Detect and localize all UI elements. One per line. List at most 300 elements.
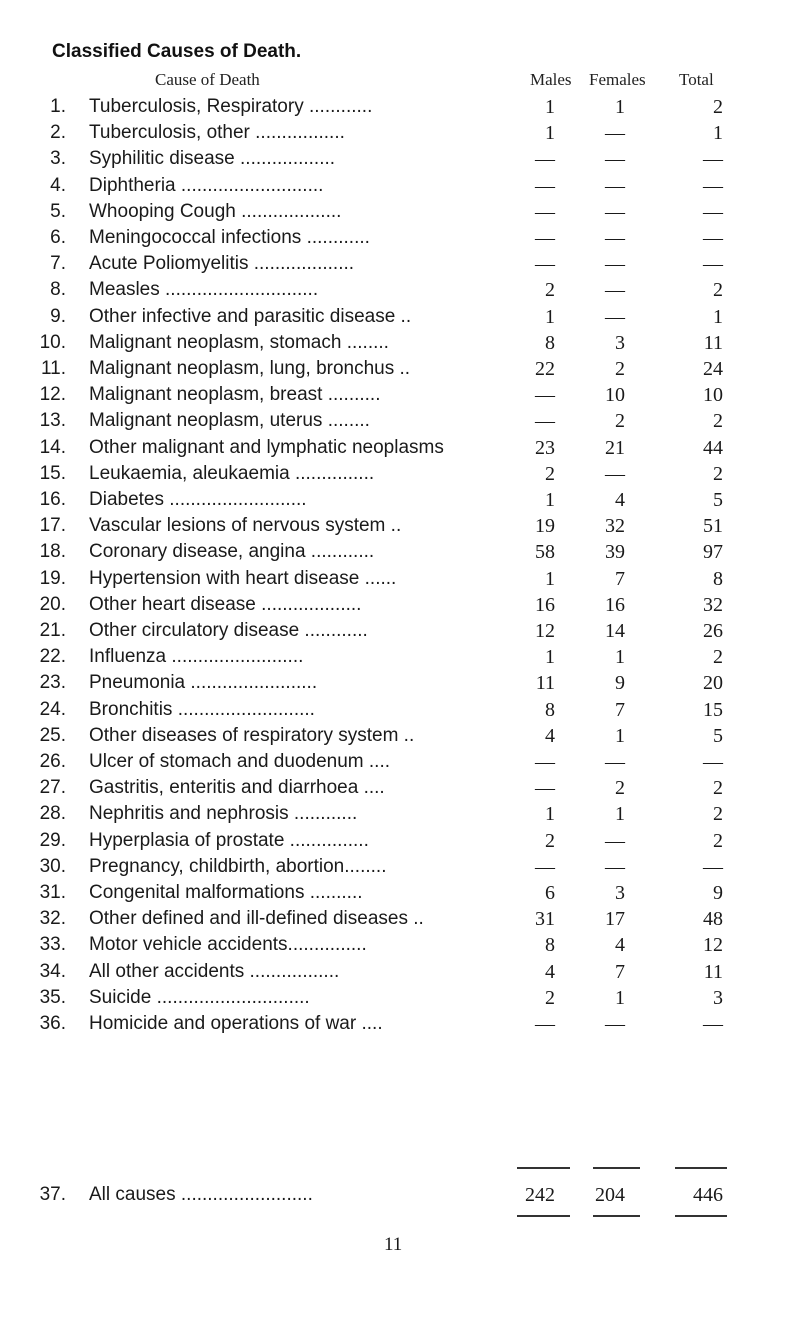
total-cell: 11 bbox=[703, 331, 723, 354]
males-cell: 8 bbox=[545, 698, 555, 721]
leader-dots: .......... bbox=[304, 882, 363, 903]
table-row bbox=[0, 539, 800, 565]
cause-label: Malignant neoplasm, uterus bbox=[89, 410, 323, 432]
cause-label: Other heart disease bbox=[89, 593, 256, 615]
total-cell: 5 bbox=[713, 489, 723, 511]
males-cell: 6 bbox=[545, 882, 555, 904]
cause-label: Syphilitic disease bbox=[89, 148, 235, 170]
total-cell: — bbox=[703, 174, 723, 197]
females-cell: 2 bbox=[615, 777, 625, 800]
males-cell: — bbox=[535, 253, 555, 276]
females-cell: — bbox=[605, 174, 625, 197]
males-cell: — bbox=[535, 410, 555, 433]
table-row bbox=[0, 277, 800, 303]
males-cell: 1 bbox=[545, 96, 555, 118]
total-cell: 11 bbox=[703, 960, 723, 983]
total-cell: 97 bbox=[703, 541, 723, 564]
males-cell: 2 bbox=[545, 279, 555, 302]
cause-cell bbox=[89, 880, 517, 906]
table-row bbox=[0, 435, 800, 461]
females-cell: 1 bbox=[615, 96, 625, 118]
cause-cell bbox=[89, 723, 517, 749]
row-number: 36. bbox=[39, 1013, 66, 1034]
table-row bbox=[0, 251, 800, 277]
leader-dots: .......................... bbox=[164, 489, 307, 510]
leader-dots: ........ bbox=[344, 855, 387, 877]
males-cell: — bbox=[535, 751, 555, 773]
table-row bbox=[0, 120, 800, 146]
cause-cell bbox=[89, 985, 517, 1011]
females-cell: 14 bbox=[605, 620, 625, 642]
females-cell: 2 bbox=[615, 358, 625, 380]
cause-cell bbox=[89, 670, 517, 696]
header-males: Males bbox=[530, 70, 572, 89]
row-number: 4. bbox=[50, 174, 66, 196]
total-cell: — bbox=[703, 200, 723, 223]
females-cell: 7 bbox=[615, 698, 625, 721]
total-cell: 446 bbox=[693, 1184, 723, 1206]
cause-label: Hypertension with heart disease bbox=[89, 567, 360, 589]
cause-label: Tuberculosis, other bbox=[89, 122, 250, 144]
table-row bbox=[0, 749, 800, 775]
table-row bbox=[0, 723, 800, 749]
females-cell: 39 bbox=[605, 541, 625, 564]
females-cell: — bbox=[605, 462, 625, 485]
row-number: 20. bbox=[39, 593, 66, 615]
males-cell: 19 bbox=[535, 515, 555, 538]
females-cell: 16 bbox=[605, 593, 625, 616]
row-number: 29. bbox=[39, 829, 66, 851]
males-cell: 23 bbox=[535, 436, 555, 459]
leader-dots: .... bbox=[356, 1013, 383, 1034]
cause-label: Vascular lesions of nervous system bbox=[89, 515, 386, 537]
row-number: 9. bbox=[50, 305, 66, 327]
row-number: 32. bbox=[39, 908, 66, 930]
cause-cell bbox=[89, 225, 517, 251]
total-cell: 15 bbox=[703, 698, 723, 721]
total-cell: — bbox=[703, 1013, 723, 1035]
females-cell: 32 bbox=[605, 515, 625, 538]
males-cell: 1 bbox=[545, 489, 555, 511]
row-number: 8. bbox=[50, 279, 66, 301]
table-row bbox=[0, 644, 800, 670]
cause-label: All other accidents bbox=[89, 960, 245, 982]
total-rule-bottom bbox=[675, 1215, 727, 1217]
row-number: 28. bbox=[39, 803, 66, 825]
females-cell: 7 bbox=[615, 567, 625, 590]
table-row bbox=[0, 199, 800, 225]
table-row bbox=[0, 697, 800, 723]
total-cell: — bbox=[703, 855, 723, 878]
table-row bbox=[0, 985, 800, 1011]
cause-cell bbox=[89, 697, 517, 723]
row-number: 22. bbox=[39, 646, 66, 668]
leader-dots: .. bbox=[398, 724, 415, 746]
table-row bbox=[0, 566, 800, 592]
females-cell: 4 bbox=[615, 489, 625, 511]
males-cell: 8 bbox=[545, 331, 555, 354]
header-cause: Cause of Death bbox=[155, 70, 260, 89]
cause-label: Malignant neoplasm, lung, bronchus bbox=[89, 358, 395, 379]
total-rule-bottom bbox=[517, 1215, 570, 1217]
females-cell: 204 bbox=[595, 1184, 625, 1206]
total-cell: 1 bbox=[713, 305, 723, 328]
males-cell: — bbox=[535, 777, 555, 800]
cause-cell bbox=[89, 906, 517, 932]
table-row bbox=[0, 854, 800, 880]
leader-dots: ............ bbox=[301, 227, 370, 248]
males-cell: 4 bbox=[545, 960, 555, 983]
cause-label: Pneumonia bbox=[89, 672, 186, 694]
cause-label: Acute Poliomyelitis bbox=[89, 253, 249, 275]
leader-dots: .. bbox=[407, 908, 424, 930]
cause-label: Pregnancy, childbirth, abortion bbox=[89, 855, 345, 877]
total-rule-top bbox=[593, 1167, 640, 1169]
total-cell: 32 bbox=[703, 593, 723, 616]
cause-cell bbox=[89, 199, 517, 225]
males-cell: 2 bbox=[545, 829, 555, 852]
leader-dots: ............... bbox=[289, 462, 375, 484]
table-row bbox=[0, 828, 800, 854]
row-number: 25. bbox=[39, 724, 66, 746]
males-cell: 1 bbox=[545, 646, 555, 669]
cause-cell bbox=[89, 959, 517, 985]
row-number: 16. bbox=[39, 489, 66, 510]
row-number: 12. bbox=[39, 384, 66, 406]
females-cell: 4 bbox=[615, 934, 625, 957]
total-cell: 9 bbox=[713, 882, 723, 904]
row-number: 14. bbox=[39, 436, 66, 458]
cause-cell bbox=[89, 566, 517, 592]
table-row bbox=[0, 670, 800, 696]
males-cell: — bbox=[535, 148, 555, 171]
total-cell: 8 bbox=[713, 567, 723, 590]
table-row bbox=[0, 932, 800, 958]
table-row bbox=[0, 382, 800, 408]
row-number: 26. bbox=[39, 751, 66, 772]
cause-cell bbox=[89, 382, 517, 408]
leader-dots: ................... bbox=[235, 200, 342, 222]
cause-label: Diphtheria bbox=[89, 174, 176, 196]
total-cell: 2 bbox=[713, 279, 723, 302]
leader-dots: ................. bbox=[249, 122, 345, 144]
leader-dots: ................... bbox=[248, 253, 355, 275]
leader-dots: ......................... bbox=[175, 1184, 313, 1205]
males-cell: 2 bbox=[545, 986, 555, 1009]
header-total: Total bbox=[679, 70, 714, 89]
leader-dots: .. bbox=[395, 305, 412, 327]
leader-dots: .... bbox=[358, 777, 385, 799]
total-cell: 12 bbox=[703, 934, 723, 957]
row-number: 7. bbox=[50, 253, 66, 275]
table-row bbox=[0, 173, 800, 199]
cause-cell bbox=[89, 120, 517, 146]
row-number: 5. bbox=[50, 200, 66, 222]
leader-dots: .......................... bbox=[172, 698, 315, 720]
row-number: 3. bbox=[50, 148, 66, 170]
row-number: 27. bbox=[39, 777, 66, 799]
row-number: 11. bbox=[40, 358, 66, 379]
row-number: 30. bbox=[39, 855, 66, 877]
row-number: 6. bbox=[50, 227, 66, 248]
row-number: 23. bbox=[39, 672, 66, 694]
total-cell: 48 bbox=[703, 908, 723, 931]
cause-label: Other circulatory disease bbox=[89, 620, 300, 641]
cause-cell bbox=[89, 330, 517, 356]
leader-dots: .. bbox=[394, 358, 411, 379]
females-cell: — bbox=[605, 829, 625, 852]
males-cell: 1 bbox=[545, 305, 555, 328]
cause-cell bbox=[89, 408, 517, 434]
leader-dots: .... bbox=[363, 751, 391, 772]
cause-label: Measles bbox=[89, 279, 160, 301]
females-cell: — bbox=[605, 253, 625, 276]
table-row bbox=[0, 801, 800, 827]
total-cell: 1 bbox=[713, 122, 723, 145]
total-cell: 2 bbox=[713, 803, 723, 826]
females-cell: — bbox=[605, 227, 625, 249]
females-cell: 1 bbox=[615, 646, 625, 669]
males-cell: 11 bbox=[535, 672, 555, 695]
males-cell: 1 bbox=[545, 567, 555, 590]
females-cell: 2 bbox=[615, 410, 625, 433]
row-number: 31. bbox=[39, 882, 66, 903]
cause-label: Homicide and operations of war bbox=[89, 1013, 357, 1034]
total-cell: 20 bbox=[703, 672, 723, 695]
leader-dots: ................. bbox=[244, 960, 340, 982]
total-cell: 10 bbox=[703, 384, 723, 407]
total-cell: — bbox=[703, 227, 723, 249]
row-number: 17. bbox=[39, 515, 66, 537]
total-cell: 24 bbox=[703, 358, 723, 380]
cause-cell bbox=[89, 618, 517, 644]
females-cell: — bbox=[605, 122, 625, 145]
cause-label: Leukaemia, aleukaemia bbox=[89, 462, 290, 484]
males-cell: — bbox=[535, 200, 555, 223]
table-row bbox=[0, 225, 800, 251]
page-title: Classified Causes of Death. bbox=[52, 41, 302, 62]
females-cell: 3 bbox=[615, 331, 625, 354]
cause-label: Whooping Cough bbox=[89, 200, 236, 222]
cause-label: All causes bbox=[89, 1184, 176, 1205]
females-cell: — bbox=[605, 200, 625, 223]
cause-label: Influenza bbox=[89, 646, 167, 668]
total-cell: 44 bbox=[703, 436, 723, 459]
females-cell: — bbox=[605, 148, 625, 171]
cause-cell bbox=[89, 775, 517, 801]
cause-label: Meningococcal infections bbox=[89, 227, 302, 248]
cause-label: Suicide bbox=[89, 986, 152, 1008]
cause-label: Nephritis and nephrosis bbox=[89, 803, 289, 825]
row-number: 1. bbox=[50, 96, 66, 117]
cause-label: Coronary disease, angina bbox=[89, 541, 306, 563]
cause-cell bbox=[89, 251, 517, 277]
cause-cell bbox=[89, 487, 517, 513]
cause-cell bbox=[89, 173, 517, 199]
table-row bbox=[0, 880, 800, 906]
males-cell: 4 bbox=[545, 724, 555, 747]
total-cell: — bbox=[703, 253, 723, 276]
table-row bbox=[0, 487, 800, 513]
row-number: 34. bbox=[39, 960, 66, 982]
cause-cell bbox=[89, 277, 517, 303]
header-females: Females bbox=[589, 70, 646, 89]
table-row bbox=[0, 330, 800, 356]
males-cell: — bbox=[535, 1013, 555, 1035]
males-cell: — bbox=[535, 855, 555, 878]
cause-label: Other infective and parasitic disease bbox=[89, 305, 396, 327]
total-cell: 3 bbox=[713, 986, 723, 1009]
leader-dots: ......................... bbox=[166, 646, 304, 668]
males-cell: 1 bbox=[545, 122, 555, 145]
total-cell: 2 bbox=[713, 646, 723, 669]
row-number: 37. bbox=[39, 1184, 66, 1205]
females-cell: 9 bbox=[615, 672, 625, 695]
leader-dots: ............ bbox=[299, 620, 368, 641]
cause-label: Motor vehicle accidents bbox=[89, 934, 288, 956]
row-number: 10. bbox=[39, 331, 66, 353]
cause-cell bbox=[89, 513, 517, 539]
males-cell: 8 bbox=[545, 934, 555, 957]
total-cell: 5 bbox=[713, 724, 723, 747]
leader-dots: ............... bbox=[284, 829, 369, 851]
leader-dots: ........................ bbox=[185, 672, 318, 694]
leader-dots: ............... bbox=[287, 934, 367, 956]
leader-dots: .. bbox=[385, 515, 402, 537]
total-cell: — bbox=[703, 148, 723, 171]
leader-dots: ........ bbox=[322, 410, 370, 432]
row-number: 21. bbox=[39, 620, 66, 641]
total-cell: 2 bbox=[713, 829, 723, 852]
cause-cell bbox=[89, 644, 517, 670]
table-row bbox=[0, 146, 800, 172]
females-cell: — bbox=[605, 305, 625, 328]
total-cell: 2 bbox=[713, 96, 723, 118]
leader-dots: ............ bbox=[305, 541, 375, 563]
cause-cell bbox=[89, 304, 517, 330]
table-row bbox=[0, 304, 800, 330]
cause-label: Tuberculosis, Respiratory bbox=[89, 96, 304, 117]
table-row bbox=[0, 461, 800, 487]
cause-cell bbox=[89, 801, 517, 827]
cause-cell bbox=[89, 539, 517, 565]
row-number: 19. bbox=[39, 567, 66, 589]
cause-label: Ulcer of stomach and duodenum bbox=[89, 751, 364, 772]
cause-label: Bronchitis bbox=[89, 698, 173, 720]
males-cell: 31 bbox=[535, 908, 555, 931]
males-cell: — bbox=[535, 227, 555, 249]
leader-dots: ........ bbox=[341, 331, 389, 353]
total-cell: 2 bbox=[713, 410, 723, 433]
cause-label: Malignant neoplasm, stomach bbox=[89, 331, 342, 353]
cause-cell bbox=[89, 1011, 517, 1037]
cause-cell bbox=[89, 146, 517, 172]
females-cell: — bbox=[605, 1013, 625, 1035]
total-cell: 26 bbox=[703, 620, 723, 642]
page-number: 11 bbox=[384, 1234, 403, 1255]
total-rule-top bbox=[675, 1167, 727, 1169]
table-row bbox=[0, 513, 800, 539]
cause-cell bbox=[89, 461, 517, 487]
leader-dots: ...... bbox=[359, 567, 397, 589]
females-cell: — bbox=[605, 751, 625, 773]
males-cell: — bbox=[535, 384, 555, 407]
females-cell: 1 bbox=[615, 803, 625, 826]
row-number: 35. bbox=[39, 986, 66, 1008]
table-row bbox=[0, 618, 800, 644]
males-cell: 1 bbox=[545, 803, 555, 826]
row-number: 18. bbox=[39, 541, 66, 563]
cause-label: Gastritis, enteritis and diarrhoea bbox=[89, 777, 359, 799]
females-cell: — bbox=[605, 279, 625, 302]
leader-dots: ............................. bbox=[151, 986, 310, 1008]
leader-dots: ................... bbox=[255, 593, 362, 615]
cause-cell bbox=[89, 828, 517, 854]
total-row bbox=[0, 1182, 800, 1208]
leader-dots: ............ bbox=[303, 96, 373, 117]
total-cell: 2 bbox=[713, 462, 723, 485]
table-row bbox=[0, 959, 800, 985]
cause-label: Congenital malformations bbox=[89, 882, 305, 903]
table-row bbox=[0, 1011, 800, 1037]
cause-cell bbox=[89, 94, 517, 120]
row-number: 15. bbox=[39, 462, 66, 484]
females-cell: 1 bbox=[615, 986, 625, 1009]
males-cell: 22 bbox=[535, 358, 555, 380]
females-cell: 1 bbox=[615, 724, 625, 747]
males-cell: 16 bbox=[535, 593, 555, 616]
cause-label: Other malignant and lymphatic neoplasms bbox=[89, 436, 444, 458]
males-cell: 58 bbox=[535, 541, 555, 564]
leader-dots: .......... bbox=[322, 384, 381, 406]
row-number: 33. bbox=[39, 934, 66, 956]
females-cell: 3 bbox=[615, 882, 625, 904]
females-cell: 7 bbox=[615, 960, 625, 983]
total-rule-bottom bbox=[593, 1215, 640, 1217]
table-row bbox=[0, 775, 800, 801]
cause-label: Other defined and ill-defined diseases bbox=[89, 908, 408, 930]
row-number: 13. bbox=[39, 410, 66, 432]
females-cell: 21 bbox=[605, 436, 625, 459]
row-number: 2. bbox=[50, 122, 66, 144]
cause-cell bbox=[89, 749, 517, 775]
cause-cell bbox=[89, 435, 517, 461]
leader-dots: ........................... bbox=[175, 174, 324, 196]
females-cell: — bbox=[605, 855, 625, 878]
row-number: 24. bbox=[39, 698, 66, 720]
cause-cell bbox=[89, 356, 517, 382]
cause-cell bbox=[89, 1182, 517, 1208]
table-row bbox=[0, 356, 800, 382]
cause-cell bbox=[89, 592, 517, 618]
females-cell: 10 bbox=[605, 384, 625, 407]
total-cell: — bbox=[703, 751, 723, 773]
leader-dots: ............ bbox=[288, 803, 358, 825]
cause-cell bbox=[89, 854, 517, 880]
males-cell: 12 bbox=[535, 620, 555, 642]
cause-cell bbox=[89, 932, 517, 958]
males-cell: — bbox=[535, 174, 555, 197]
males-cell: 242 bbox=[525, 1184, 555, 1206]
table-row bbox=[0, 94, 800, 120]
table-row bbox=[0, 592, 800, 618]
total-rule-top bbox=[517, 1167, 570, 1169]
total-cell: 2 bbox=[713, 777, 723, 800]
table-row bbox=[0, 906, 800, 932]
leader-dots: ............................. bbox=[159, 279, 319, 301]
total-cell: 51 bbox=[703, 515, 723, 538]
cause-label: Hyperplasia of prostate bbox=[89, 829, 285, 851]
